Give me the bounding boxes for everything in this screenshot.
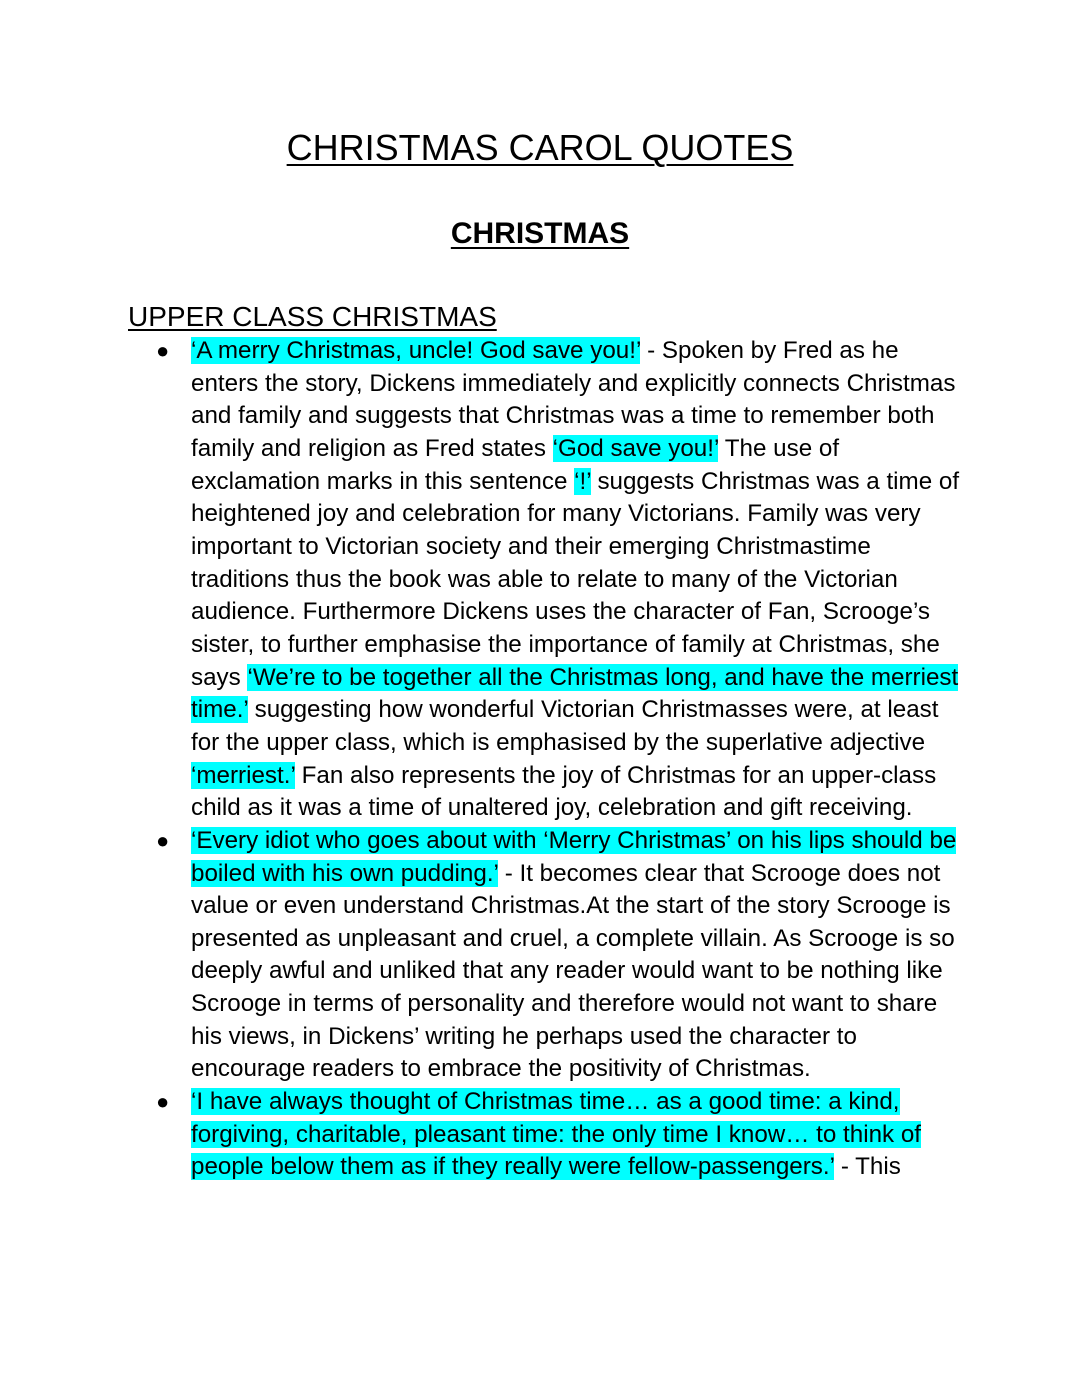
highlighted-quote: ‘God save you!’ <box>552 434 719 462</box>
commentary-text: suggests Christmas was a time of heightened joy and celebration for many Victorians. Family was very important to Victorian society and their emerging Christmastime traditions thus the book was able to relate to many of the Victorian audience. Furthermore Dickens uses the character of Fan, Scrooge’s sister, to further emphasise the importance of family at Christmas, she says <box>191 467 960 691</box>
subsection-heading: UPPER CLASS CHRISTMAS <box>128 301 497 332</box>
page-title: CHRISTMAS CAROL QUOTES <box>286 127 794 168</box>
bullet-icon: ● <box>156 1089 170 1115</box>
bullet-icon: ● <box>156 338 170 363</box>
list-item <box>156 335 961 825</box>
highlighted-quote: ‘merriest.’ <box>191 761 295 789</box>
quote-list <box>156 335 961 1184</box>
highlighted-quote: ‘I have always thought of Christmas time… as a good time: a kind, forgiving, charitable, pleasant time: the only time I know… to think of people below them as if they really were fellow-passengers.’ <box>191 1088 922 1181</box>
highlighted-quote: ‘!’ <box>574 467 591 495</box>
list-item <box>156 825 961 1086</box>
highlighted-quote: ‘A merry Christmas, uncle! God save you!’ <box>191 337 641 364</box>
section-heading: CHRISTMAS <box>450 217 630 250</box>
commentary-text: - Spoken by Fred as he enters the story, Dickens immediately and explicitly connects Christmas and family and suggests that Christmas was a time to remember both family and religion as Fred states <box>191 337 956 462</box>
highlighted-quote: ‘Every idiot who goes about with ‘Merry Christmas’ on his lips should be boiled with his own pudding.’ <box>191 826 957 887</box>
list-item <box>156 1086 961 1184</box>
bullet-icon: ● <box>156 827 170 853</box>
commentary-text: The use of exclamation marks in this sentence <box>191 434 840 495</box>
commentary-text: - It becomes clear that Scrooge does not value or even understand Christmas.At the start of the story Scrooge is presented as unpleasant and cruel, a complete villain. As Scrooge is so deeply awful and unliked that any reader would want to be nothing like Scrooge in terms of personality and therefore would not want to share his views, in Dickens’ writing he perhaps used the character to encourage readers to embrace the positivity of Christmas. <box>191 859 955 1083</box>
highlighted-quote: ‘We’re to be together all the Christmas long, and have the merriest time.’ <box>191 663 959 724</box>
commentary-text: suggesting how wonderful Victorian Christmasses were, at least for the upper class, which is emphasised by the superlative adjective <box>191 696 939 756</box>
commentary-text: Fan also represents the joy of Christmas for an upper-class child as it was a time of unaltered joy, celebration and gift receiving. <box>191 761 937 822</box>
commentary-text: - This <box>834 1153 901 1181</box>
